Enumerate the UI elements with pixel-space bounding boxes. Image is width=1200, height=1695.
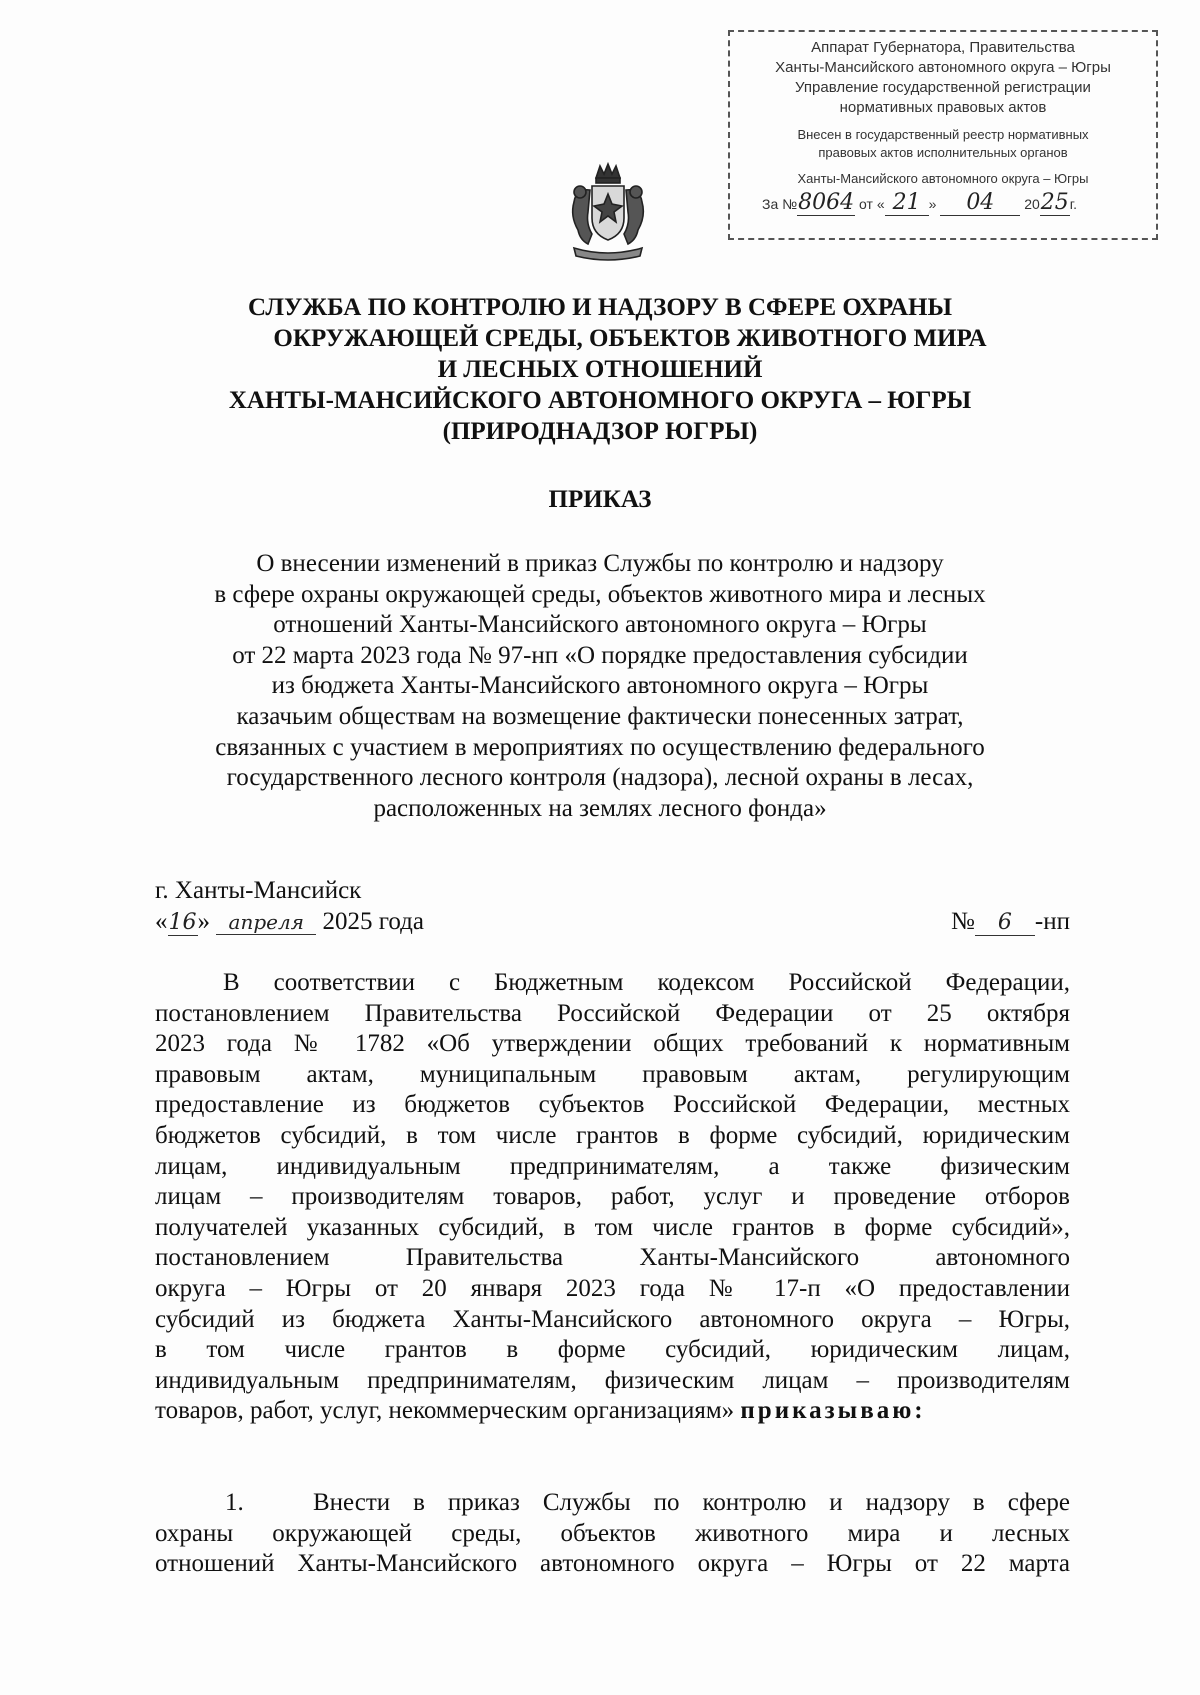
agency-line: ОКРУЖАЮЩЕЙ СРЕДЫ, ОБЪЕКТОВ ЖИВОТНОГО МИРА: [273, 325, 987, 352]
subject-line: связанных с участием в мероприятиях по осуществлению федерального: [215, 733, 985, 761]
item-line: отношений Ханты-Мансийского автономного округа – Югры от 22 марта: [155, 1550, 1070, 1578]
order-date: [155, 908, 424, 936]
coat-of-arms-icon: [560, 160, 656, 264]
body-line: правовым актам, муниципальным правовым актам, регулирующим: [155, 1060, 1070, 1088]
subject-line: от 22 марта 2023 года № 97-нп «О порядке предоставления субсидии: [232, 641, 968, 669]
order-preamble: [155, 968, 1070, 1427]
subject-line: отношений Ханты-Мансийского автономного округа – Югры: [273, 611, 927, 639]
stamp-reg-day: 21: [885, 190, 929, 216]
order-directive: приказываю:: [740, 1397, 926, 1425]
body-line: постановлением Правительства Ханты-Мансийского автономного: [155, 1244, 1070, 1272]
number-suffix: -нп: [1034, 908, 1070, 935]
subject-line: из бюджета Ханты-Мансийского автономного округа – Югры: [271, 672, 929, 700]
number-prefix: №: [951, 908, 975, 935]
stamp-reg-year-suffix: г.: [1069, 196, 1078, 212]
subject-line: О внесении изменений в приказ Службы по контролю и надзору: [256, 550, 944, 577]
body-last-text: товаров, работ, услуг, некоммерческим организациям»: [155, 1397, 735, 1425]
body-line: 2023 года № 1782 «Об утверждении общих требований к нормативным: [155, 1030, 1070, 1058]
item-line: охраны окружающей среды, объектов животного мира и лесных: [155, 1519, 1070, 1547]
stamp-reg-month: 04: [940, 190, 1020, 216]
stamp-line: нормативных правовых актов: [839, 99, 1047, 116]
stamp-reg-day-close: »: [928, 196, 937, 212]
item-number: 1.: [225, 1489, 244, 1516]
document-type-title: ПРИКАЗ: [548, 486, 652, 513]
order-subject: [150, 549, 1050, 824]
body-line: В соответствии с Бюджетным кодексом Российской Федерации,: [223, 969, 1070, 996]
item-line-text: Внести в приказ Службы по контролю и надзору в сфере: [313, 1489, 1070, 1516]
agency-line: И ЛЕСНЫХ ОТНОШЕНИЙ: [437, 356, 763, 383]
number-value: 6: [975, 910, 1035, 936]
stamp-registry-line: правовых актов исполнительных органов: [818, 145, 1068, 160]
stamp-line: Ханты-Мансийского автономного округа – Югры: [775, 59, 1111, 76]
date-year: 2025 года: [322, 908, 424, 935]
stamp-reg-from: от «: [859, 196, 885, 212]
body-line: в том числе грантов в форме субсидий, юридическим лицам,: [155, 1336, 1070, 1364]
stamp-reg-year-prefix: 20: [1024, 196, 1040, 212]
body-line: лицам – производителям товаров, работ, услуг и проведение отборов: [155, 1183, 1070, 1211]
agency-line: (ПРИРОДНАДЗОР ЮГРЫ): [442, 418, 758, 445]
date-month: апреля: [216, 910, 316, 935]
stamp-reg-year: 25: [1040, 190, 1069, 215]
body-line: лицам, индивидуальным предпринимателям, а также физическим: [155, 1152, 1070, 1180]
body-line: субсидий из бюджета Ханты-Мансийского автономного округа – Югры,: [155, 1305, 1070, 1333]
subject-line: расположенных на землях лесного фонда»: [373, 794, 827, 822]
body-line: бюджетов субсидий, в том числе грантов в форме субсидий, юридическим: [155, 1121, 1070, 1149]
stamp-reg-number: 8064: [798, 190, 855, 215]
subject-line: государственного лесного контроля (надзора), лесной охраны в лесах,: [226, 764, 974, 792]
body-line: округа – Югры от 20 января 2023 года № 17-п «О предоставлении: [155, 1274, 1070, 1302]
place-of-issue: г. Ханты-Мансийск: [155, 877, 362, 904]
stamp-line: Аппарат Губернатора, Правительства: [811, 39, 1075, 56]
body-line: предоставление из бюджетов субъектов Российской Федерации, местных: [155, 1091, 1070, 1119]
agency-line: ХАНТЫ-МАНСИЙСКОГО АВТОНОМНОГО ОКРУГА – ЮГРЫ: [228, 387, 972, 414]
date-close-quote: »: [197, 908, 210, 935]
stamp-reg-prefix: За №: [762, 196, 798, 212]
body-line-last: [155, 1396, 1070, 1427]
date-day: 16: [168, 910, 197, 935]
body-line: получателей указанных субсидий, в том числе грантов в форме субсидий»,: [155, 1213, 1070, 1241]
body-line: постановлением Правительства Российской Федерации от 25 октября: [155, 999, 1070, 1027]
stamp-registration-row: [736, 190, 1150, 216]
stamp-region-line: Ханты-Мансийского автономного округа – Югры: [797, 171, 1089, 186]
date-open-quote: «: [155, 908, 168, 935]
stamp-registry-line: Внесен в государственный реестр нормативных: [797, 127, 1089, 142]
body-line: индивидуальным предпринимателям, физическим лицам – производителям: [155, 1366, 1070, 1394]
subject-line: в сфере охраны окружающей среды, объектов животного мира и лесных: [214, 580, 986, 608]
agency-heading: [150, 292, 1050, 447]
stamp-line: Управление государственной регистрации: [795, 79, 1091, 96]
registration-stamp: [728, 30, 1158, 240]
order-item-1: [155, 1488, 1070, 1580]
subject-line: казачьим обществам на возмещение фактически понесенных затрат,: [236, 702, 964, 730]
agency-line: СЛУЖБА ПО КОНТРОЛЮ И НАДЗОРУ В СФЕРЕ ОХРАНЫ: [247, 294, 953, 321]
order-number: [951, 908, 1070, 936]
item-line: [155, 1488, 1070, 1519]
